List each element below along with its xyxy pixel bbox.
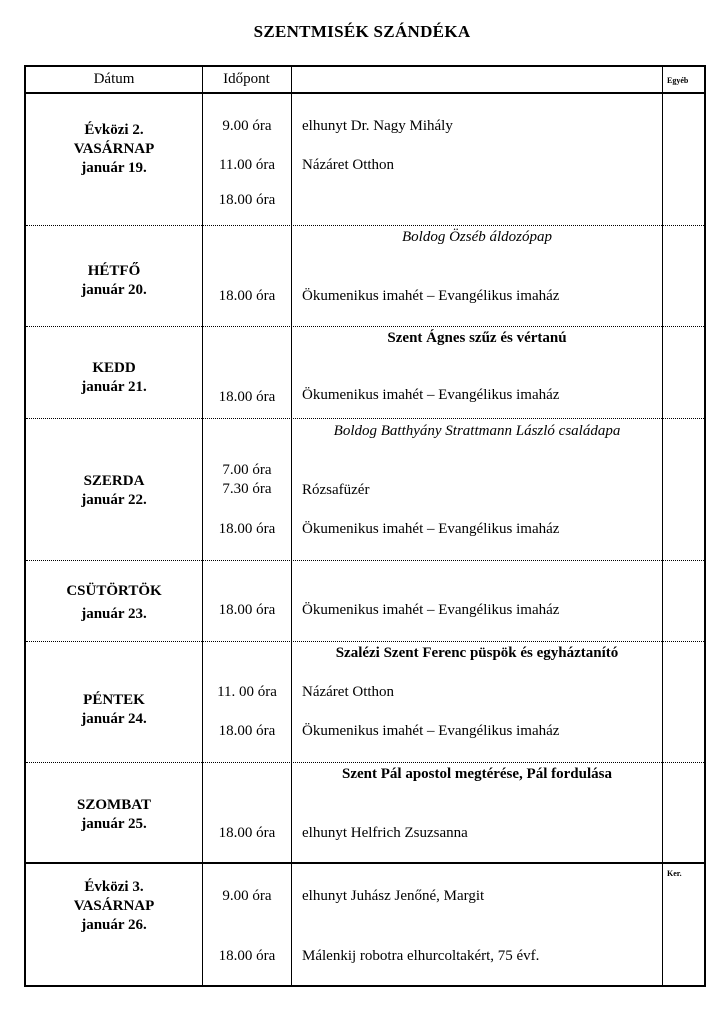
row-divider <box>26 862 704 864</box>
header-other: Egyéb <box>667 76 689 85</box>
day-label: Évközi 3. VASÁRNAP január 26. <box>73 879 155 933</box>
row-divider <box>26 326 704 327</box>
time-cell: 7.30 óra <box>222 481 272 497</box>
intention-cell: Málenkij robotra elhurcoltakért, 75 évf. <box>302 948 540 964</box>
time-cell: 11.00 óra <box>218 157 276 173</box>
feast-label: Szent Ágnes szűz és vértanú <box>387 330 567 346</box>
column-divider <box>662 67 663 985</box>
time-cell: 9.00 óra <box>222 118 272 134</box>
intention-cell: elhunyt Helfrich Zsuzsanna <box>302 825 468 841</box>
day-label: SZERDA január 22. <box>81 473 147 508</box>
day-label: SZOMBAT január 25. <box>77 797 151 832</box>
intention-cell: elhunyt Dr. Nagy Mihály <box>302 118 453 134</box>
intention-cell: Názáret Otthon <box>302 157 395 173</box>
row-divider <box>26 418 704 419</box>
day-label: PÉNTEK január 24. <box>81 692 147 727</box>
time-cell: 18.00 óra <box>218 948 276 964</box>
intention-cell: Názáret Otthon <box>302 684 395 700</box>
feast-label: Boldog Özséb áldozópap <box>402 229 552 245</box>
schedule-table <box>24 65 706 987</box>
column-divider <box>291 67 292 985</box>
row-divider <box>26 641 704 642</box>
time-cell: 18.00 óra <box>218 723 276 739</box>
time-cell: 7.00 óra <box>222 462 272 478</box>
time-cell: 9.00 óra <box>222 888 272 904</box>
header-divider <box>26 92 704 94</box>
day-label: Évközi 2. VASÁRNAP január 19. <box>73 122 155 176</box>
day-label: CSÜTÖRTÖK január 23. <box>66 583 162 622</box>
row-divider <box>26 560 704 561</box>
intention-cell: Ökumenikus imahét – Evangélikus imaház <box>302 521 560 537</box>
other-cell: Ker. <box>667 869 682 878</box>
day-label: HÉTFŐ január 20. <box>81 263 147 298</box>
feast-label: Boldog Batthyány Strattmann László családapa <box>333 423 621 439</box>
time-cell: 18.00 óra <box>218 389 276 405</box>
time-cell: 18.00 óra <box>218 825 276 841</box>
intention-cell: Rózsafüzér <box>302 482 370 498</box>
day-label: KEDD január 21. <box>81 360 147 395</box>
time-cell: 18.00 óra <box>218 288 276 304</box>
page-title: SZENTMISÉK SZÁNDÉKA <box>253 22 471 41</box>
intention-cell: Ökumenikus imahét – Evangélikus imaház <box>302 387 560 403</box>
header-intention <box>291 67 662 92</box>
time-cell: 18.00 óra <box>218 521 276 537</box>
row-divider <box>26 762 704 763</box>
row-divider <box>26 225 704 226</box>
header-date: Dátum <box>93 71 135 87</box>
feast-label: Szent Pál apostol megtérése, Pál fordulása <box>342 766 612 782</box>
time-cell: 18.00 óra <box>218 602 276 618</box>
intention-cell: elhunyt Juhász Jenőné, Margit <box>302 888 485 904</box>
intention-cell: Ökumenikus imahét – Evangélikus imaház <box>302 602 560 618</box>
feast-label: Szalézi Szent Ferenc püspök és egyháztanító <box>335 645 619 661</box>
intention-cell: Ökumenikus imahét – Evangélikus imaház <box>302 723 560 739</box>
intention-cell: Ökumenikus imahét – Evangélikus imaház <box>302 288 560 304</box>
time-cell: 11. 00 óra <box>217 684 277 700</box>
time-cell: 18.00 óra <box>218 192 276 208</box>
header-time: Időpont <box>223 71 270 87</box>
